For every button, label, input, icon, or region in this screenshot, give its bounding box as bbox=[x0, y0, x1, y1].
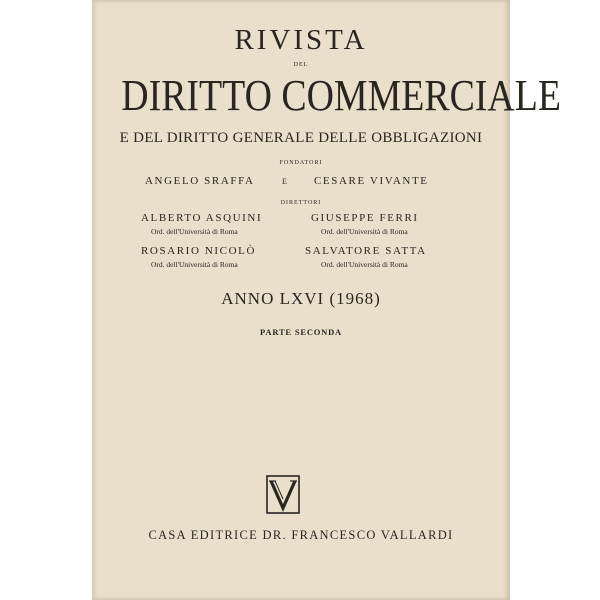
title-page bbox=[92, 0, 561, 600]
direttore-affiliation: Ord. dell'Università di Roma bbox=[151, 260, 238, 269]
direttori-heading: DIRETTORI bbox=[280, 200, 322, 206]
journal-title-del: DEL bbox=[293, 62, 309, 68]
journal-subtitle: E DEL DIRITTO GENERALE DELLE OBBLIGAZIONI bbox=[119, 130, 483, 146]
publisher-logo-icon bbox=[266, 475, 300, 514]
direttore-affiliation: Ord. dell'Università di Roma bbox=[321, 260, 408, 269]
fondatore-left: ANGELO SRAFFA bbox=[145, 175, 255, 187]
fondatori-conjunction: E bbox=[282, 177, 287, 186]
direttore-name: SALVATORE SATTA bbox=[305, 245, 427, 257]
direttore-name: ALBERTO ASQUINI bbox=[141, 212, 263, 224]
fondatori-heading: FONDATORI bbox=[279, 160, 323, 166]
fondatore-right: CESARE VIVANTE bbox=[314, 175, 429, 187]
direttore-affiliation: Ord. dell'Università di Roma bbox=[151, 227, 238, 236]
volume-year: ANNO LXVI (1968) bbox=[221, 289, 381, 308]
journal-title-rivista: RIVISTA bbox=[234, 24, 368, 56]
direttore-name: GIUSEPPE FERRI bbox=[311, 212, 419, 224]
journal-title-main: DIRITTO COMMERCIALE bbox=[121, 71, 561, 120]
direttore-name: ROSARIO NICOLÒ bbox=[141, 245, 256, 257]
direttore-affiliation: Ord. dell'Università di Roma bbox=[321, 227, 408, 236]
publisher-name: CASA EDITRICE DR. FRANCESCO VALLARDI bbox=[148, 528, 454, 542]
volume-part: PARTE SECONDA bbox=[260, 327, 342, 337]
